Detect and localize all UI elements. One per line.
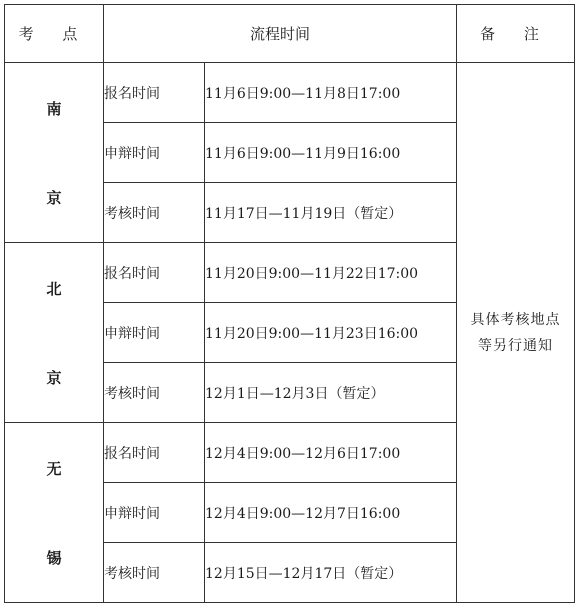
time-range: 11月20日9:00—11月22日17:00 <box>205 243 457 303</box>
stage-label: 报名时间 <box>104 423 205 483</box>
city-char: 京 <box>46 188 62 207</box>
stage-label: 申辩时间 <box>104 123 205 183</box>
stage-label: 申辩时间 <box>104 303 205 363</box>
stage-label: 考核时间 <box>104 363 205 423</box>
stage-label: 考核时间 <box>104 183 205 243</box>
remark-line: 等另行通知 <box>478 337 554 354</box>
header-schedule: 流程时间 <box>104 5 457 63</box>
time-range: 11月20日9:00—11月23日16:00 <box>205 303 457 363</box>
city-nanjing <box>5 63 104 243</box>
time-range: 12月15日—12月17日（暂定） <box>205 543 457 603</box>
time-range: 11月6日9:00—11月8日17:00 <box>205 63 457 123</box>
header-site: 考 点 <box>5 5 104 63</box>
time-range: 12月4日9:00—12月7日16:00 <box>205 483 457 543</box>
exam-schedule-table <box>4 4 575 603</box>
city-wuxi <box>5 423 104 603</box>
remark-cell <box>457 63 575 603</box>
city-char: 京 <box>46 368 62 387</box>
time-range: 12月4日9:00—12月6日17:00 <box>205 423 457 483</box>
city-char: 南 <box>46 99 62 118</box>
header-row <box>5 5 575 63</box>
stage-label: 报名时间 <box>104 243 205 303</box>
header-remark: 备 注 <box>457 5 575 63</box>
city-char: 北 <box>46 279 62 298</box>
city-char: 锡 <box>46 548 62 567</box>
city-beijing <box>5 243 104 423</box>
time-range: 11月6日9:00—11月9日16:00 <box>205 123 457 183</box>
time-range: 12月1日—12月3日（暂定） <box>205 363 457 423</box>
stage-label: 报名时间 <box>104 63 205 123</box>
stage-label: 考核时间 <box>104 543 205 603</box>
stage-label: 申辩时间 <box>104 483 205 543</box>
remark-line: 具体考核地点 <box>470 311 561 328</box>
city-char: 无 <box>46 459 62 478</box>
table-row <box>5 63 575 123</box>
time-range: 11月17日—11月19日（暂定） <box>205 183 457 243</box>
